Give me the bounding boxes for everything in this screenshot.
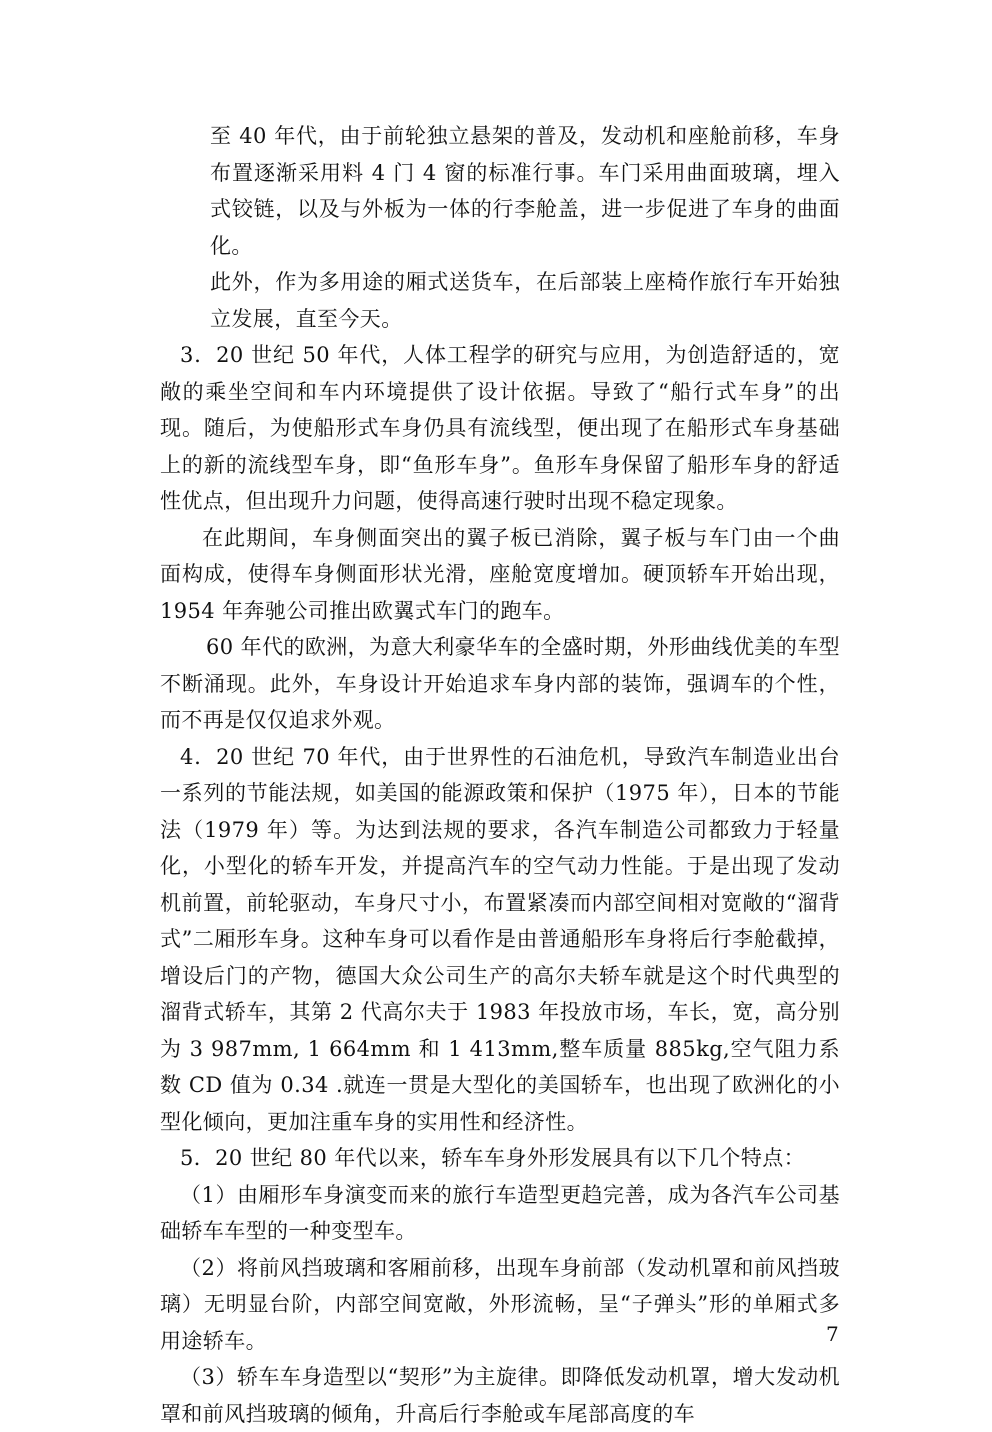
paragraph: 60 年代的欧洲，为意大利豪华车的全盛时期，外形曲线优美的车型不断涌现。此外，车身设计开始追求车身内部的装饰，强调车的个性，而不再是仅仅追求外观。 bbox=[160, 635, 840, 732]
paragraph: （2）将前风挡玻璃和客厢前移，出现车身前部（发动机罩和前风挡玻璃）无明显台阶，内部空间宽敞，外形流畅，呈“子弹头”形的单厢式多用途轿车。 bbox=[160, 1255, 840, 1353]
body-text bbox=[160, 118, 840, 1432]
paragraph: 5．20 世纪 80 年代以来，轿车车身外形发展具有以下几个特点： bbox=[180, 1146, 806, 1170]
page-number: 7 bbox=[826, 1322, 839, 1346]
paragraph: 3．20 世纪 50 年代，人体工程学的研究与应用，为创造舒适的，宽敞的乘坐空间和车内环境提供了设计依据。导致了“船行式车身”的出现。随后，为使船形式车身仍具有流线型，便出现了在船形式车身基础上的新的流线型车身，即“鱼形车身”。鱼形车身保留了船形车身的舒适性优点，但出现升力问题，使得高速行驶时出现不稳定现象。 bbox=[160, 343, 840, 513]
paragraph: 在此期间，车身侧面突出的翼子板已消除，翼子板与车门由一个曲面构成，使得车身侧面形状光滑，座舱宽度增加。硬顶轿车开始出现，1954 年奔驰公司推出欧翼式车门的跑车。 bbox=[160, 525, 840, 623]
paragraph: 至 40 年代，由于前轮独立悬架的普及，发动机和座舱前移，车身布置逐渐采用料 4 门 4 窗的标准行事。车门采用曲面玻璃，埋入式铰链，以及与外板为一体的行李舱盖，进一步促进了车身的曲面化。 bbox=[210, 124, 840, 258]
paragraph: 此外，作为多用途的厢式送货车，在后部装上座椅作旅行车开始独立发展，直至今天。 bbox=[210, 270, 840, 331]
paragraph: （3）轿车车身造型以“契形”为主旋律。即降低发动机罩，增大发动机罩和前风挡玻璃的倾角，升高后行李舱或车尾部高度的车 bbox=[160, 1365, 840, 1426]
paragraph: （1）由厢形车身演变而来的旅行车造型更趋完善，成为各汽车公司基础轿车车型的一种变型车。 bbox=[160, 1182, 840, 1243]
paragraph: 4．20 世纪 70 年代，由于世界性的石油危机，导致汽车制造业出台一系列的节能法规，如美国的能源政策和保护（1975 年），日本的节能法（1979 年）等。为达到法规的要求，各汽车制造公司都致力于轻量化，小型化的轿车开发，并提高汽车的空气动力性能。于是出现了发动机前置，前轮驱动，车身尺寸小，布置紧凑而内部空间相对宽敞的“溜背式”二厢形车身。这种车身可以看作是由普通船形车身将后行李舱截掉，增设后门的产物，德国大众公司生产的高尔夫轿车就是这个时代典型的溜背式轿车，其第 2 代高尔夫于 1983 年投放市场，车长，宽，高分别为 3 987mm, 1 664mm 和 1 413mm,整车质量 885kg,空气阻力系数 CD 值为 0.34 .就连一贯是大型化的美国轿车，也出现了欧洲化的小型化倾向，更加注重车身的实用性和经济性。 bbox=[160, 744, 840, 1134]
